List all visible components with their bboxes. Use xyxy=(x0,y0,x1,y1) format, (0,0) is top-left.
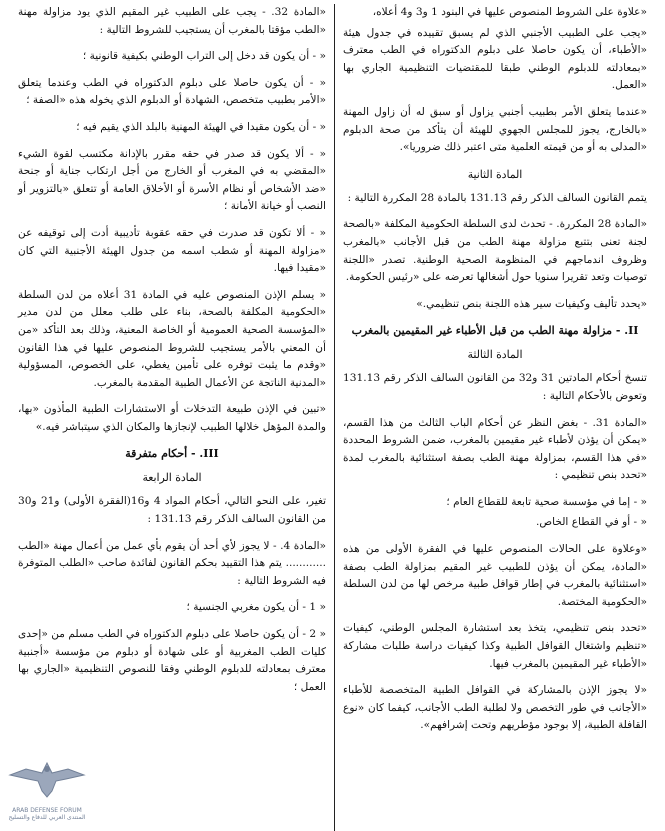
paragraph: «تحدد بنص تنظيمي، يتخذ بعد استشارة المجلس الوطني، كيفيات «تنظيم واشتغال القوافل الطبية وكذا كيفيات دراسة طلبات مشاركة «الأطباء غير المقيمين بالمغرب فيها. xyxy=(343,622,647,670)
article-title: المادة الثانية xyxy=(467,167,523,181)
article-title: المادة الرابعة xyxy=(142,471,202,485)
paragraph: « 2 - أن يكون حاصلا على دبلوم الدكتوراه في الطب مسلم من «إحدى كليات الطب المغربية أو على شهادة أو دبلوم من مؤسسة «أجنبية معترف بمعادلته للدبلوم الوطني وفقا للنصوص التنظيمية «الجاري بها العمل ؛ xyxy=(18,628,326,693)
article-title: المادة الثالثة xyxy=(467,348,523,362)
paragraph: «عندما يتعلق الأمر بطبيب أجنبي يزاول أو سبق له أن زاول المهنة «بالخارج، يجوز للمجلس الجهوي للهيئة أن يتأكد من صحة الدبلوم «المدلى به أو من قيمته العلمية متى اعتبر ذلك ضروريا». xyxy=(343,105,647,154)
paragraph: «المادة 28 المكررة. - تحدث لدى السلطة الحكومية المكلفة «بالصحة لجنة تعنى بتتبع مزاولة مهنة الطب من قبل الأجانب «بالمغرب وظروف اندماجهم في المنظومة الصحية الوطنية. تصدر «اللجنة توصيات وتعد تقريرا سنويا حول أشغالها تعرضه على «رئيس الحكومة. xyxy=(343,218,647,284)
watermark-name-en: ARAB DEFENSE FORUM xyxy=(12,807,82,814)
paragraph: « يسلم الإذن المنصوص عليه في المادة 31 أعلاه من لدن السلطة «الحكومية المكلفة بالصحة، بناء على طلب معلل من لدن مدير «المؤسسة الصحية العمومية أو الخاصة المعنية، وذلك بعد التأكد «من أن المعني بالأمر يستجيب للشروط المنصوص عليها في هذا القانون «وقدم ما يثبت توفره على تأمين يغطي، على الخصوص، المسؤولية «المدنية الناتجة عن الأعمال الطبية المقدمة بالمغرب. xyxy=(18,288,326,389)
paragraph: « - إما في مؤسسة صحية تابعة للقطاع العام ؛ xyxy=(446,495,647,508)
paragraph: « - أن يكون حاصلا على دبلوم الدكتوراه في الطب وعندما يتعلق «الأمر بطبيب متخصص، الشهادة أو الدبلوم الذي يخوله هذه «الصفة ؛ xyxy=(18,76,326,107)
paragraph: « - ألا تكون قد صدرت في حقه عقوبة تأديبية أدت إلى توقيفه عن «مزاولة المهنة أو شطب اسمه من جدول الهيئة الأجنبية التي كان «مقيدا فيها. xyxy=(18,226,326,275)
paragraph: «لا يجوز الإذن بالمشاركة في القوافل الطبية المتخصصة للأطباء «الأجانب في طور التخصص ولا لطلبة الطب الأجانب، كيفما كان «نوع القافلة الطبية، إلا بوجود مؤطريهم وتحت إشرافهم». xyxy=(343,684,647,732)
paragraph: يتمم القانون السالف الذكر رقم 131.13 بالمادة 28 المكررة التالية : xyxy=(347,191,647,204)
paragraph: «المادة 32. - يجب على الطبيب غير المقيم الذي يود مزاولة مهنة «الطب مؤقتا بالمغرب أن يستجيب للشروط التالية : xyxy=(18,6,326,36)
section-heading: II. - مزاولة مهنة الطب من قبل الأطباء غير المقيمين بالمغرب xyxy=(351,324,639,338)
paragraph: « - أن يكون مقيدا في الهيئة المهنية بالبلد الذي يقيم فيه ؛ xyxy=(76,120,326,133)
paragraph: «يحدد تأليف وكيفيات سير هذه اللجنة بنص تنظيمي.» xyxy=(416,297,647,310)
paragraph: « - أو في القطاع الخاص. xyxy=(535,516,647,529)
paragraph: «يجب على الطبيب الأجنبي الذي لم يسبق تقييده في جدول هيئة «الأطباء، أن يكون حاصلا على دبلوم الدكتوراه في الطب معترف «بمعادلته للدبلوم الوطني طبقا للمقتضيات التنظيمية الجاري بها «العمل. xyxy=(343,26,647,92)
section-heading: III. - أحكام متفرقة xyxy=(125,447,219,461)
paragraph: «تبين في الإذن طبيعة التدخلات أو الاستشارات الطبية المأذون «بها، والمدة المؤهل خلالها الطبيب لإنجازها والمكان الذي سيتباشر فيه.» xyxy=(18,403,326,433)
forum-watermark xyxy=(6,757,88,825)
paragraph: « 1 - أن يكون مغربي الجنسية ؛ xyxy=(186,601,326,614)
paragraph: «وعلاوة على الحالات المنصوص عليها في الفقرة الأولى من هذه «المادة، يمكن أن يؤذن للطبيب غير المقيم بمزاولة الطب بصفة «استثنائية بالمغرب في إطار قوافل طبية مرخص لها من لدن السلطة «الحكومية المختصة. xyxy=(343,543,647,608)
eagle-emblem-icon xyxy=(6,757,88,803)
paragraph: «علاوة على الشروط المنصوص عليها في البنود 1 و3 و4 أعلاه، xyxy=(372,6,647,18)
paragraph: « - ألا يكون قد صدر في حقه مقرر بالإدانة مكتسب لقوة الشيء «المقضي به في المغرب أو الخارج من أجل ارتكاب جناية أو جنحة «ضد الأشخاص أو نظام الأسرة أو الأخلاق العامة أو تتعلق «بالتزوير أو النصب أو خيانة الأمانة ؛ xyxy=(18,147,326,213)
paragraph: تنسخ أحكام المادتين 31 و32 من القانون السالف الذكر رقم 131.13 وتعوض بالأحكام التالية : xyxy=(343,372,648,402)
watermark-name-ar: المنتدى العربي للدفاع والتسليح xyxy=(8,814,86,821)
paragraph: « - أن يكون قد دخل إلى التراب الوطني بكيفية قانونية ؛ xyxy=(82,50,326,63)
paragraph: «المادة 31. - بغض النظر عن أحكام الباب الثالث من هذا القسم، «يمكن أن يؤذن لأطباء غير مقيمين بالمغرب، ضمن الشروط المحددة «في هذا القسم، بمزاولة مهنة الطب بصفة استثنائية بالمغرب لمدة «تحدد بنص تنظيمي : xyxy=(343,416,648,482)
paragraph: «المادة 4. - لا يجوز لأي أحد أن يقوم بأي عمل من أعمال مهنة «الطب ............ يتم هذا التقييد بحكم القانون لفائدة صاحب «الطلب المتوفرة فيه الشروط التالية : xyxy=(18,539,327,587)
paragraph: تغير، على النحو التالي، أحكام المواد 4 و16(الفقرة الأولى) و21 و30 من القانون السالف الذكر رقم 131.13 : xyxy=(18,495,327,526)
right-column xyxy=(339,4,657,831)
left-column xyxy=(12,4,330,831)
column-divider xyxy=(334,4,335,831)
two-column-layout xyxy=(8,4,657,831)
